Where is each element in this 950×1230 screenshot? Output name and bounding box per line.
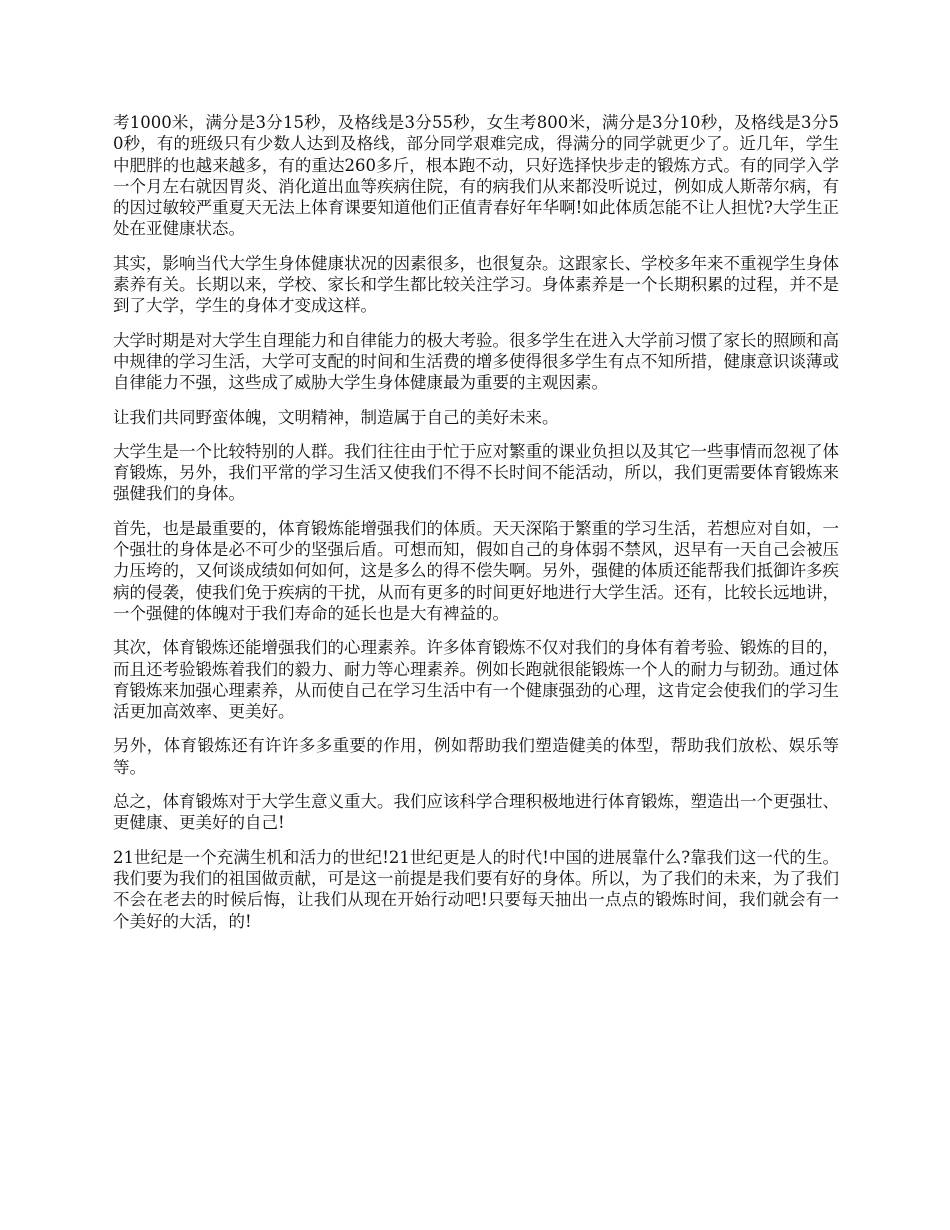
paragraph-4: 让我们共同野蛮体魄，文明精神，制造属于自己的美好未来。 xyxy=(113,407,559,427)
paragraph-9: 总之，体育锻炼对于大学生意义重大。我们应该科学合理积极地进行体育锻炼，塑造出一个更强壮、更健康、更美好的自己! xyxy=(113,792,839,833)
paragraph-8: 另外，体育锻炼还有许许多多重要的作用，例如帮助我们塑造健美的体型，帮助我们放松、娱乐等等。 xyxy=(113,736,839,777)
paragraph-1: 考1000米，满分是3分15秒，及格线是3分55秒，女生考800米，满分是3分10秒，及格线是3分50秒，有的班级只有少数人达到及格线，部分同学艰难完成，得满分的同学就更少了。近几年，学生中肥胖的也越来越多，有的重达260多斤，根本跑不动，只好选择快步走的锻炼方式。有的同学入学一个月左右就因胃炎、消化道出血等疾病住院，有的病我们从来都没听说过，例如成人斯蒂尔病，有的因过敏较严重夏天无法上体育课要知道他们正值青春好年华啊!如此体质怎能不让人担忧?大学生正处在亚健康状态。 xyxy=(113,113,839,239)
paragraph-7: 其次，体育锻炼还能增强我们的心理素养。许多体育锻炼不仅对我们的身体有着考验、锻炼的目的，而且还考验锻炼着我们的毅力、耐力等心理素养。例如长跑就很能锻炼一个人的耐力与韧劲。通过体育锻炼来加强心理素养，从而使自己在学习生活中有一个健康强劲的心理，这肯定会使我们的学习生活更加高效率、更美好。 xyxy=(113,638,839,722)
paragraph-2: 其实，影响当代大学生身体健康状况的因素很多，也很复杂。这跟家长、学校多年来不重视学生身体素养有关。长期以来，学校、家长和学生都比较关注学习。身体素养是一个长期积累的过程，并不是到了大学，学生的身体才变成这样。 xyxy=(113,253,839,316)
paragraph-5: 大学生是一个比较特别的人群。我们往往由于忙于应对繁重的课业负担以及其它一些事情而忽视了体育锻炼，另外，我们平常的学习生活又使我们不得不长时间不能活动，所以，我们更需要体育锻炼来强健我们的身体。 xyxy=(113,441,839,504)
paragraph-3: 大学时期是对大学生自理能力和自律能力的极大考验。很多学生在进入大学前习惯了家长的照顾和高中规律的学习生活，大学可支配的时间和生活费的增多使得很多学生有点不知所措，健康意识谈薄或自律能力不强，这些成了威胁大学生身体健康最为重要的主观因素。 xyxy=(113,330,839,393)
paragraph-10: 21世纪是一个充满生机和活力的世纪!21世纪更是人的时代!中国的进展靠什么?靠我们这一代的生。我们要为我们的祖国做贡献，可是这一前提是我们要有好的身体。所以，为了我们的未来，为了我们不会在老去的时候后悔，让我们从现在开始行动吧!只要每天抽出一点点的锻炼时间，我们就会有一个美好的大活，的! xyxy=(113,847,839,931)
document-body xyxy=(113,112,839,945)
paragraph-6: 首先，也是最重要的，体育锻炼能增强我们的体质。天天深陷于繁重的学习生活，若想应对自如，一个强壮的身体是必不可少的坚强后盾。可想而知，假如自己的身体弱不禁风，迟早有一天自己会被压力压垮的，又何谈成绩如何如何，这是多么的得不偿失啊。另外，强健的体质还能帮我们抵御许多疾病的侵袭，使我们免于疾病的干扰，从而有更多的时间更好地进行大学生活。还有，比较长远地讲，一个强健的体魄对于我们寿命的延长也是大有裨益的。 xyxy=(113,518,839,623)
